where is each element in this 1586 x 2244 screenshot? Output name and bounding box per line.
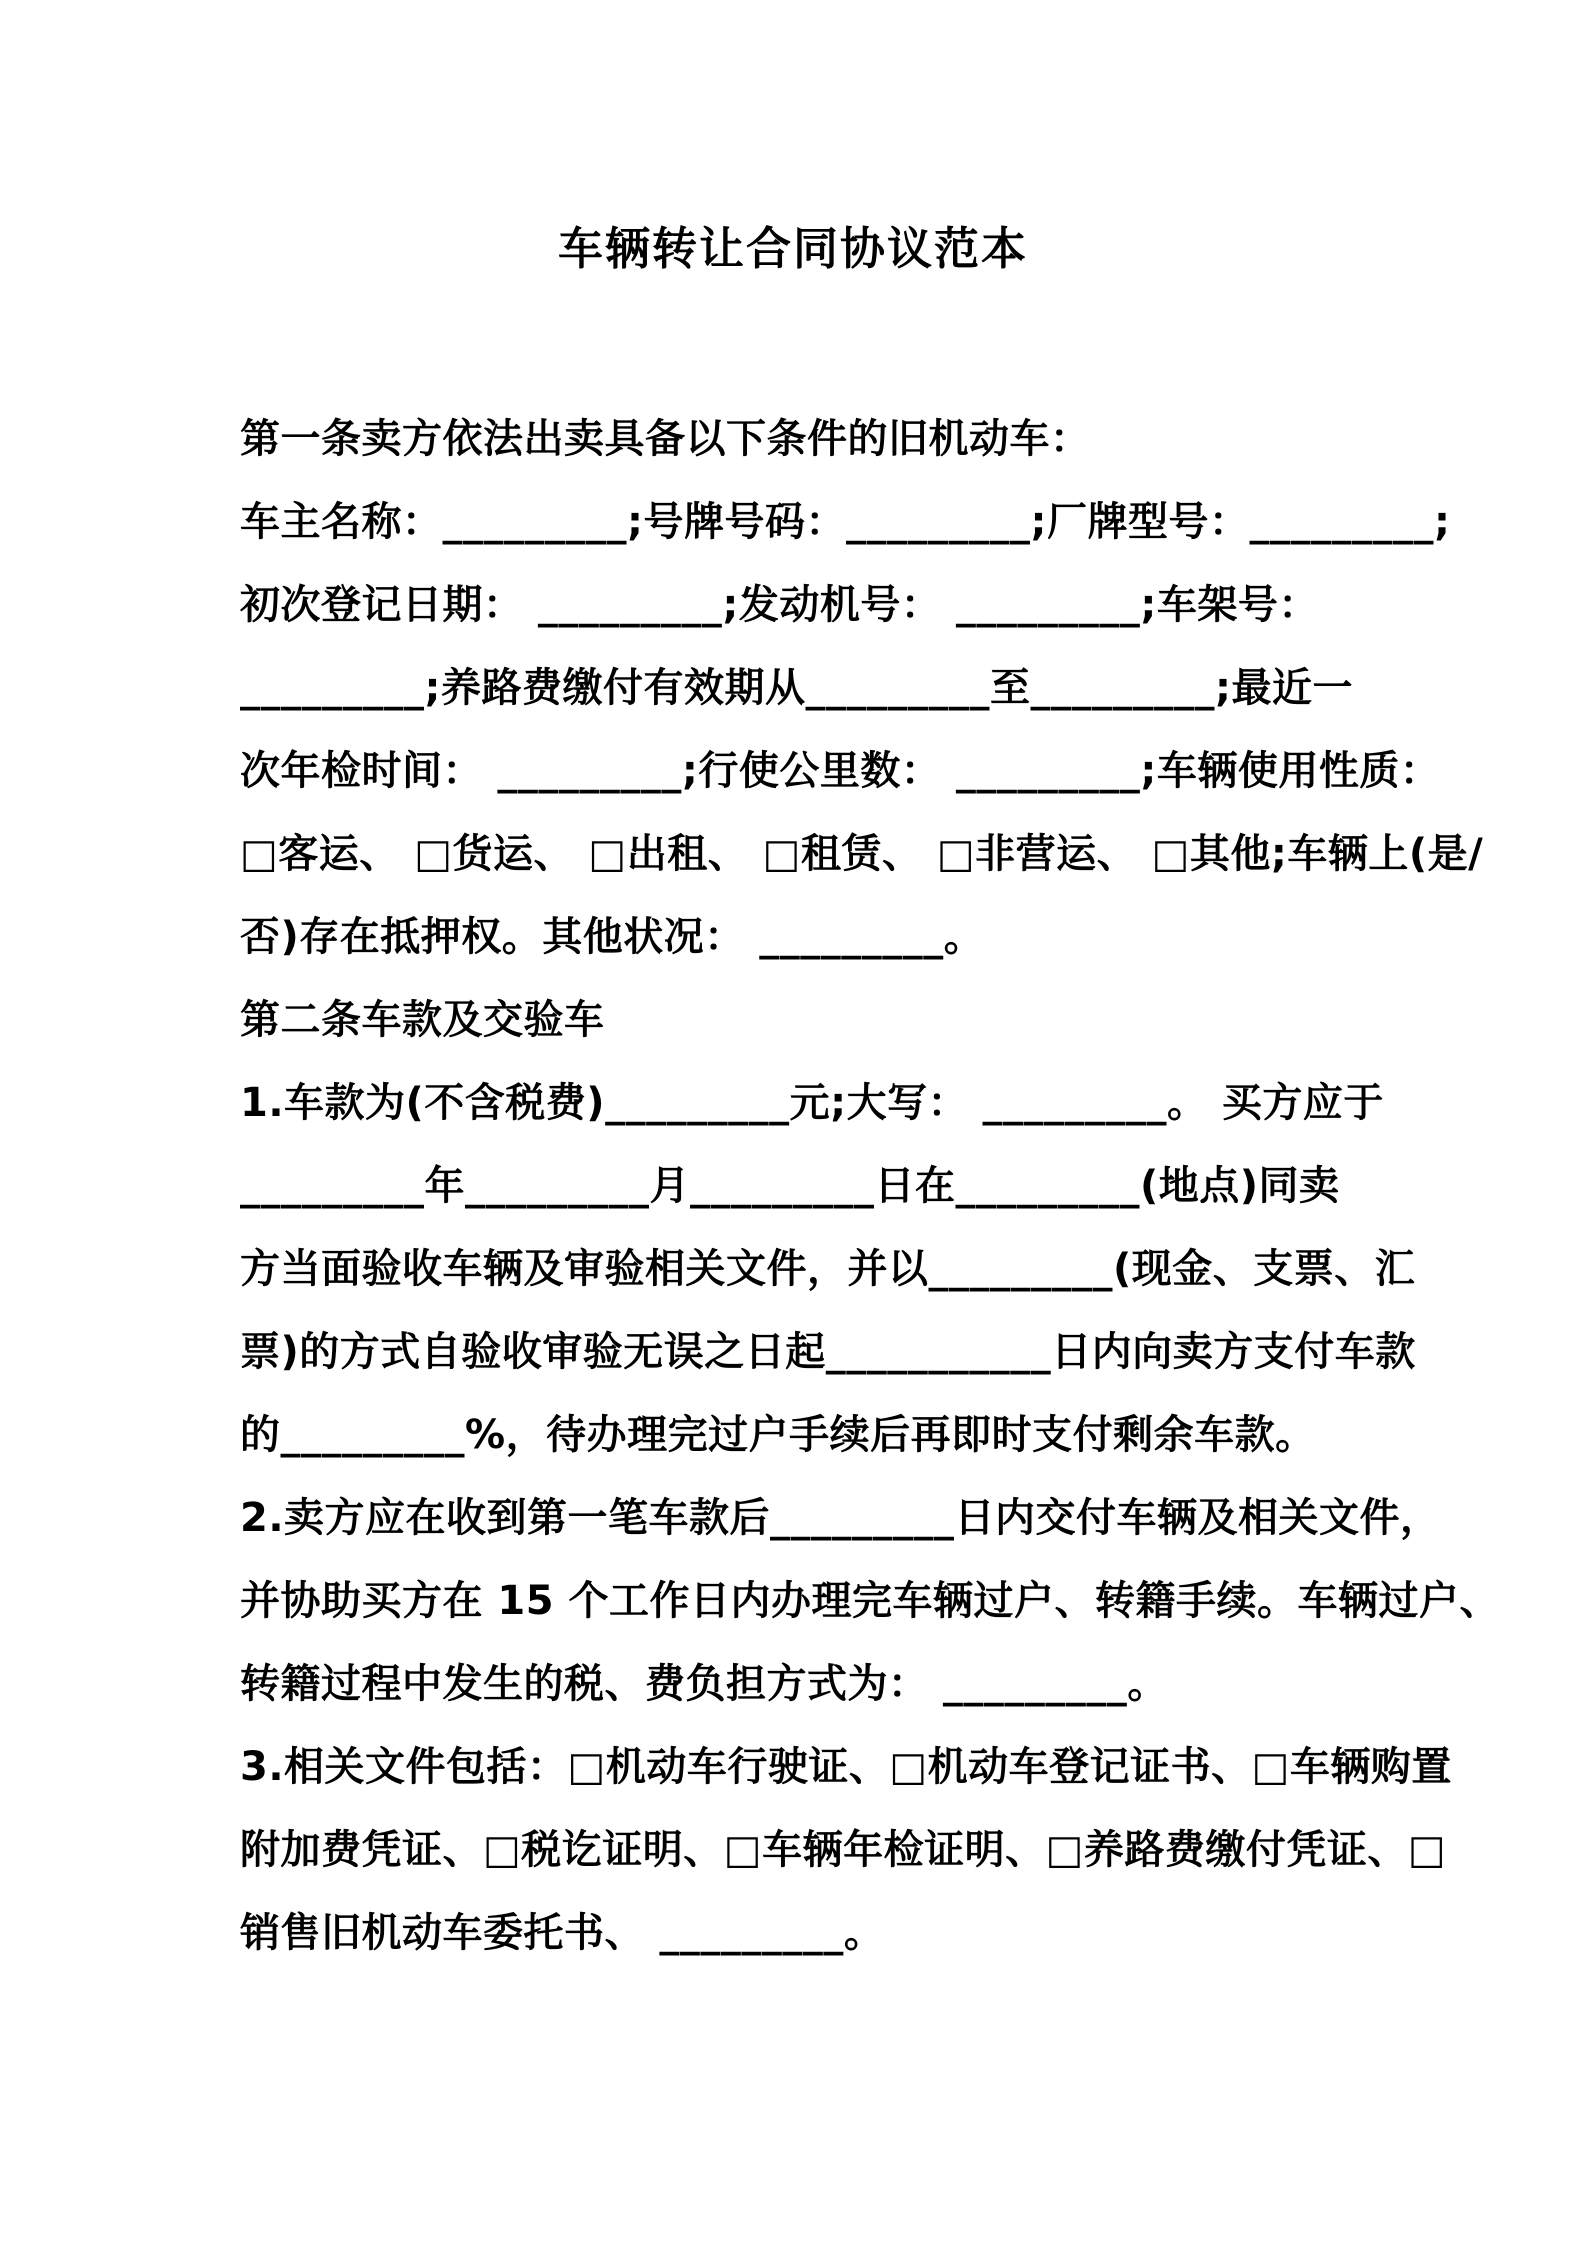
contract-line-documents-checkboxes-3: 销售旧机动车委托书、 _________。 <box>240 1910 885 1956</box>
contract-line-transfer-procedure: 并协助买方在 15 个工作日内办理完车辆过户、转籍手续。车辆过户、 <box>240 1578 1501 1624</box>
contract-line-mortgage-status: 否)存在抵押权。其他状况： _________。 <box>240 914 985 960</box>
contract-line-documents-checkboxes-2: 附加费凭证、□税讫证明、□车辆年检证明、□养路费缴付凭证、□ <box>240 1827 1447 1873</box>
contract-line-roadfee-period: _________;养路费缴付有效期从_________至_________;最近一 <box>240 665 1353 711</box>
contract-line-usage-checkboxes: □客运、 □货运、 □出租、 □租赁、 □非营运、 □其他;车辆上(是/ <box>240 831 1484 877</box>
contract-line-date-location: _________年_________月_________日在_________(地点)同卖 <box>240 1163 1340 1209</box>
contract-line-payment-percent: 的_________%，待办理完过户手续后再即时支付剩余车款。 <box>240 1412 1316 1458</box>
contract-line-documents-checkboxes-1: 3.相关文件包括：□机动车行驶证、□机动车登记证书、□车辆购置 <box>240 1744 1452 1790</box>
contract-line-inspection-mileage: 次年检时间： _________;行使公里数： _________;车辆使用性质： <box>240 748 1441 794</box>
contract-line-tax-burden: 转籍过程中发生的税、费负担方式为： _________。 <box>240 1661 1168 1707</box>
contract-line-article1-heading: 第一条卖方依法出卖具备以下条件的旧机动车： <box>240 416 1091 462</box>
contract-line-payment-method: 方当面验收车辆及审验相关文件，并以_________(现金、支票、汇 <box>240 1246 1416 1292</box>
contract-line-payment-days: 票)的方式自验收审验无误之日起___________日内向卖方支付车款 <box>240 1329 1416 1375</box>
document-title: 车辆转让合同协议范本 <box>557 222 1028 275</box>
contract-line-owner-plate-brand: 车主名称：_________;号牌号码：_________;厂牌型号：_________; <box>240 499 1451 545</box>
document-body <box>240 398 1501 1975</box>
contract-line-price-amount: 1.车款为(不含税费)_________元;大写： _________。 买方应于 <box>240 1080 1384 1126</box>
contract-line-delivery-days: 2.卖方应在收到第一笔车款后_________日内交付车辆及相关文件， <box>240 1495 1441 1541</box>
contract-line-article2-heading: 第二条车款及交验车 <box>240 997 605 1043</box>
contract-line-registration-engine: 初次登记日期： _________;发动机号： _________;车架号： <box>240 582 1319 628</box>
